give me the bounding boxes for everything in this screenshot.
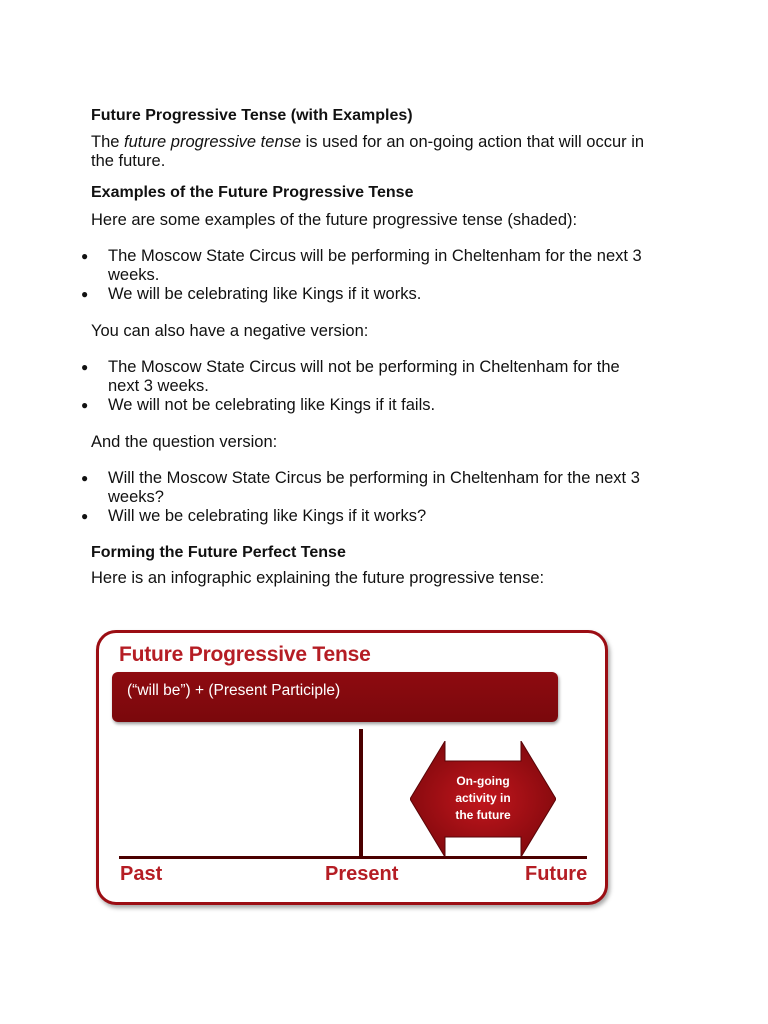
present-marker-line (359, 729, 363, 857)
formula-banner (112, 672, 558, 722)
intro-paragraph (91, 133, 651, 171)
arrow-label-line: On-going (456, 774, 510, 788)
document-body (81, 106, 651, 588)
infographic (96, 630, 608, 905)
list-item: ● Will we be celebrating like Kings if it works? (81, 507, 427, 525)
list-item: ● The Moscow State Circus will not be performing in Cheltenham for the next 3 weeks. (81, 358, 620, 395)
question-examples-list (81, 469, 651, 526)
section-heading-examples: Examples of the Future Progressive Tense (91, 184, 414, 201)
bullet-icon: ● (81, 249, 89, 263)
arrow-label-line: activity in (455, 791, 511, 805)
bullet-icon: ● (81, 287, 89, 301)
timeline-label-past: Past (120, 863, 163, 885)
list-item: ● The Moscow State Circus will be performing in Cheltenham for the next 3 weeks. (81, 247, 642, 284)
bullet-icon: ● (81, 360, 89, 374)
intro-text-emphasis: future progressive tense (124, 133, 302, 151)
bullet-icon: ● (81, 398, 89, 412)
list-item: ● We will not be celebrating like Kings if it fails. (81, 396, 436, 414)
timeline-label-future: Future (525, 863, 588, 885)
arrow-label-line: the future (455, 808, 511, 822)
intro-text-pre: The (91, 133, 125, 151)
bullet-icon: ● (81, 509, 89, 523)
timeline-label-present: Present (325, 863, 399, 885)
examples-intro: Here are some examples of the future progressive tense (shaded): (91, 211, 578, 229)
infographic-intro: Here is an infographic explaining the future progressive tense: (91, 569, 545, 587)
negative-examples-list (81, 358, 651, 415)
arrow-label (410, 773, 556, 824)
list-item: ● We will be celebrating like Kings if it works. (81, 285, 422, 303)
formula-text: (“will be”) + (Present Participle) (127, 682, 341, 699)
bullet-icon: ● (81, 471, 89, 485)
list-item: ● Will the Moscow State Circus be performing in Cheltenham for the next 3 weeks? (81, 469, 640, 506)
infographic-title: Future Progressive Tense (119, 643, 371, 666)
positive-examples-list (81, 247, 651, 304)
negative-intro: You can also have a negative version: (91, 322, 369, 340)
intro-text-post: is used for an on-going action that will occur in the future. (91, 133, 645, 170)
page-title: Future Progressive Tense (with Examples) (91, 107, 413, 124)
question-intro: And the question version: (91, 433, 278, 451)
section-heading-forming: Forming the Future Perfect Tense (91, 544, 346, 561)
